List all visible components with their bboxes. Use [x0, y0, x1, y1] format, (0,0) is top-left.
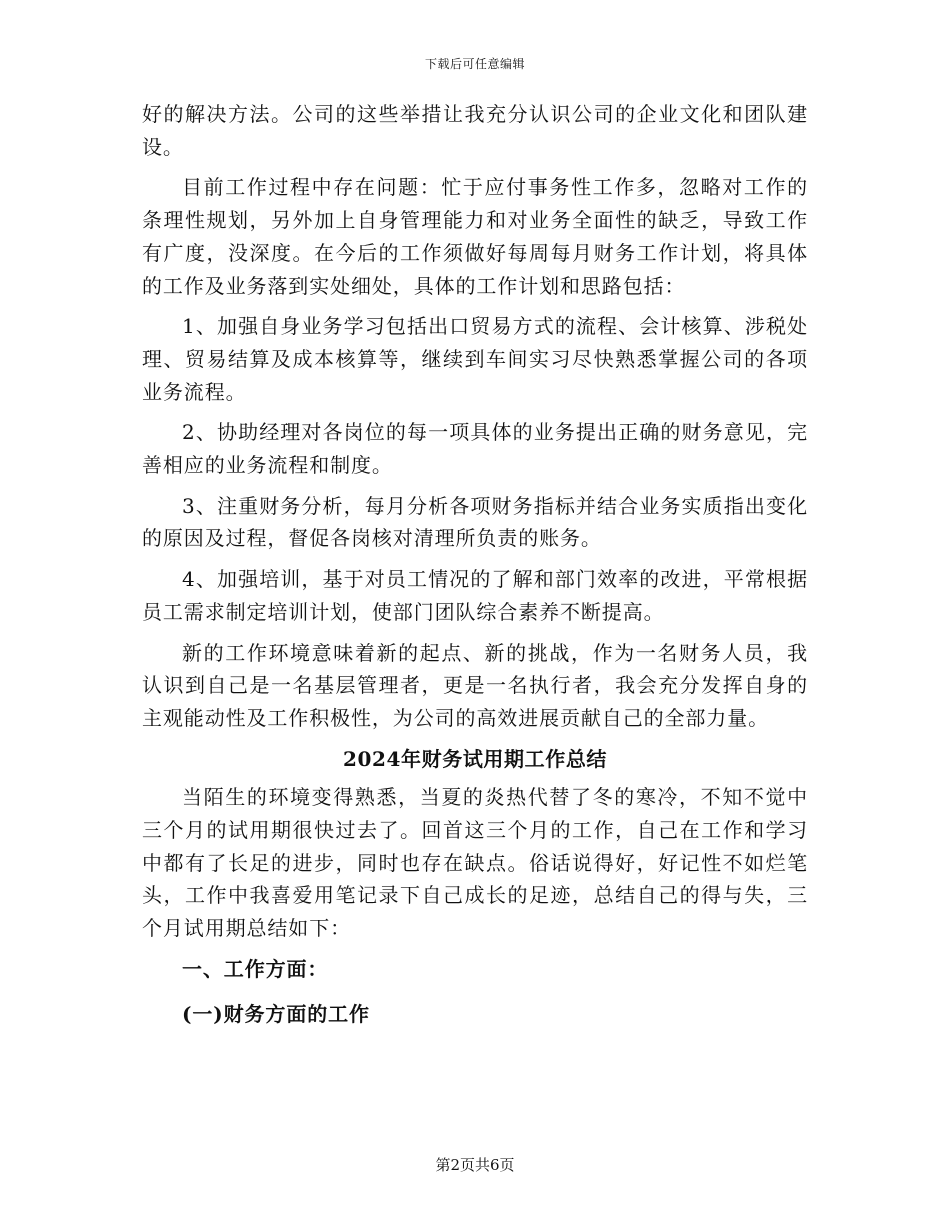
paragraph-conclusion: 新的工作环境意味着新的起点、新的挑战，作为一名财务人员，我认识到自己是一名基层管理者，更是一名执行者，我会充分发挥自身的主观能动性及工作积极性，为公司的高效进展贡献自己的全部力量。	[142, 640, 808, 730]
page-footer: 第2页共6页	[435, 1156, 515, 1174]
plan-item-1: 1、加强自身业务学习包括出口贸易方式的流程、会计核算、涉税处理、贸易结算及成本核算等，继续到车间实习尽快熟悉掌握公司的各项业务流程。	[142, 314, 808, 404]
page-header: 下载后可任意编辑	[424, 57, 525, 71]
heading-finance-work: (一)财务方面的工作	[182, 1001, 370, 1026]
paragraph-intro: 当陌生的环境变得熟悉，当夏的炎热代替了冬的寒冷，不知不觉中三个月的试用期很快过去了。回首这三个月的工作，自己在工作和学习中都有了长足的进步，同时也存在缺点。俗话说得好，好记性不如烂笔头，工作中我喜爱用笔记录下自己成长的足迹，总结自己的得与失，三个月试用期总结如下：	[142, 785, 808, 941]
plan-item-3: 3、注重财务分析，每月分析各项财务指标并结合业务实质指出变化的原因及过程，督促各岗核对清理所负责的账务。	[142, 493, 808, 551]
paragraph-problems: 目前工作过程中存在问题：忙于应付事务性工作多，忽略对工作的条理性规划，另外加上自身管理能力和对业务全面性的缺乏，导致工作有广度，没深度。在今后的工作须做好每周每月财务工作计划，将具体的工作及业务落到实处细处，具体的工作计划和思路包括：	[142, 175, 808, 298]
paragraph-continuation: 好的解决方法。公司的这些举措让我充分认识公司的企业文化和团队建设。	[142, 102, 808, 159]
section-title: 2024年财务试用期工作总结	[342, 746, 608, 771]
plan-item-4: 4、加强培训，基于对员工情况的了解和部门效率的改进，平常根据员工需求制定培训计划，使部门团队综合素养不断提高。	[142, 567, 808, 624]
heading-work-aspects: 一、工作方面：	[182, 956, 329, 981]
document-body	[142, 98, 808, 1042]
plan-item-2: 2、协助经理对各岗位的每一项具体的业务提出正确的财务意见，完善相应的业务流程和制度。	[142, 420, 808, 478]
